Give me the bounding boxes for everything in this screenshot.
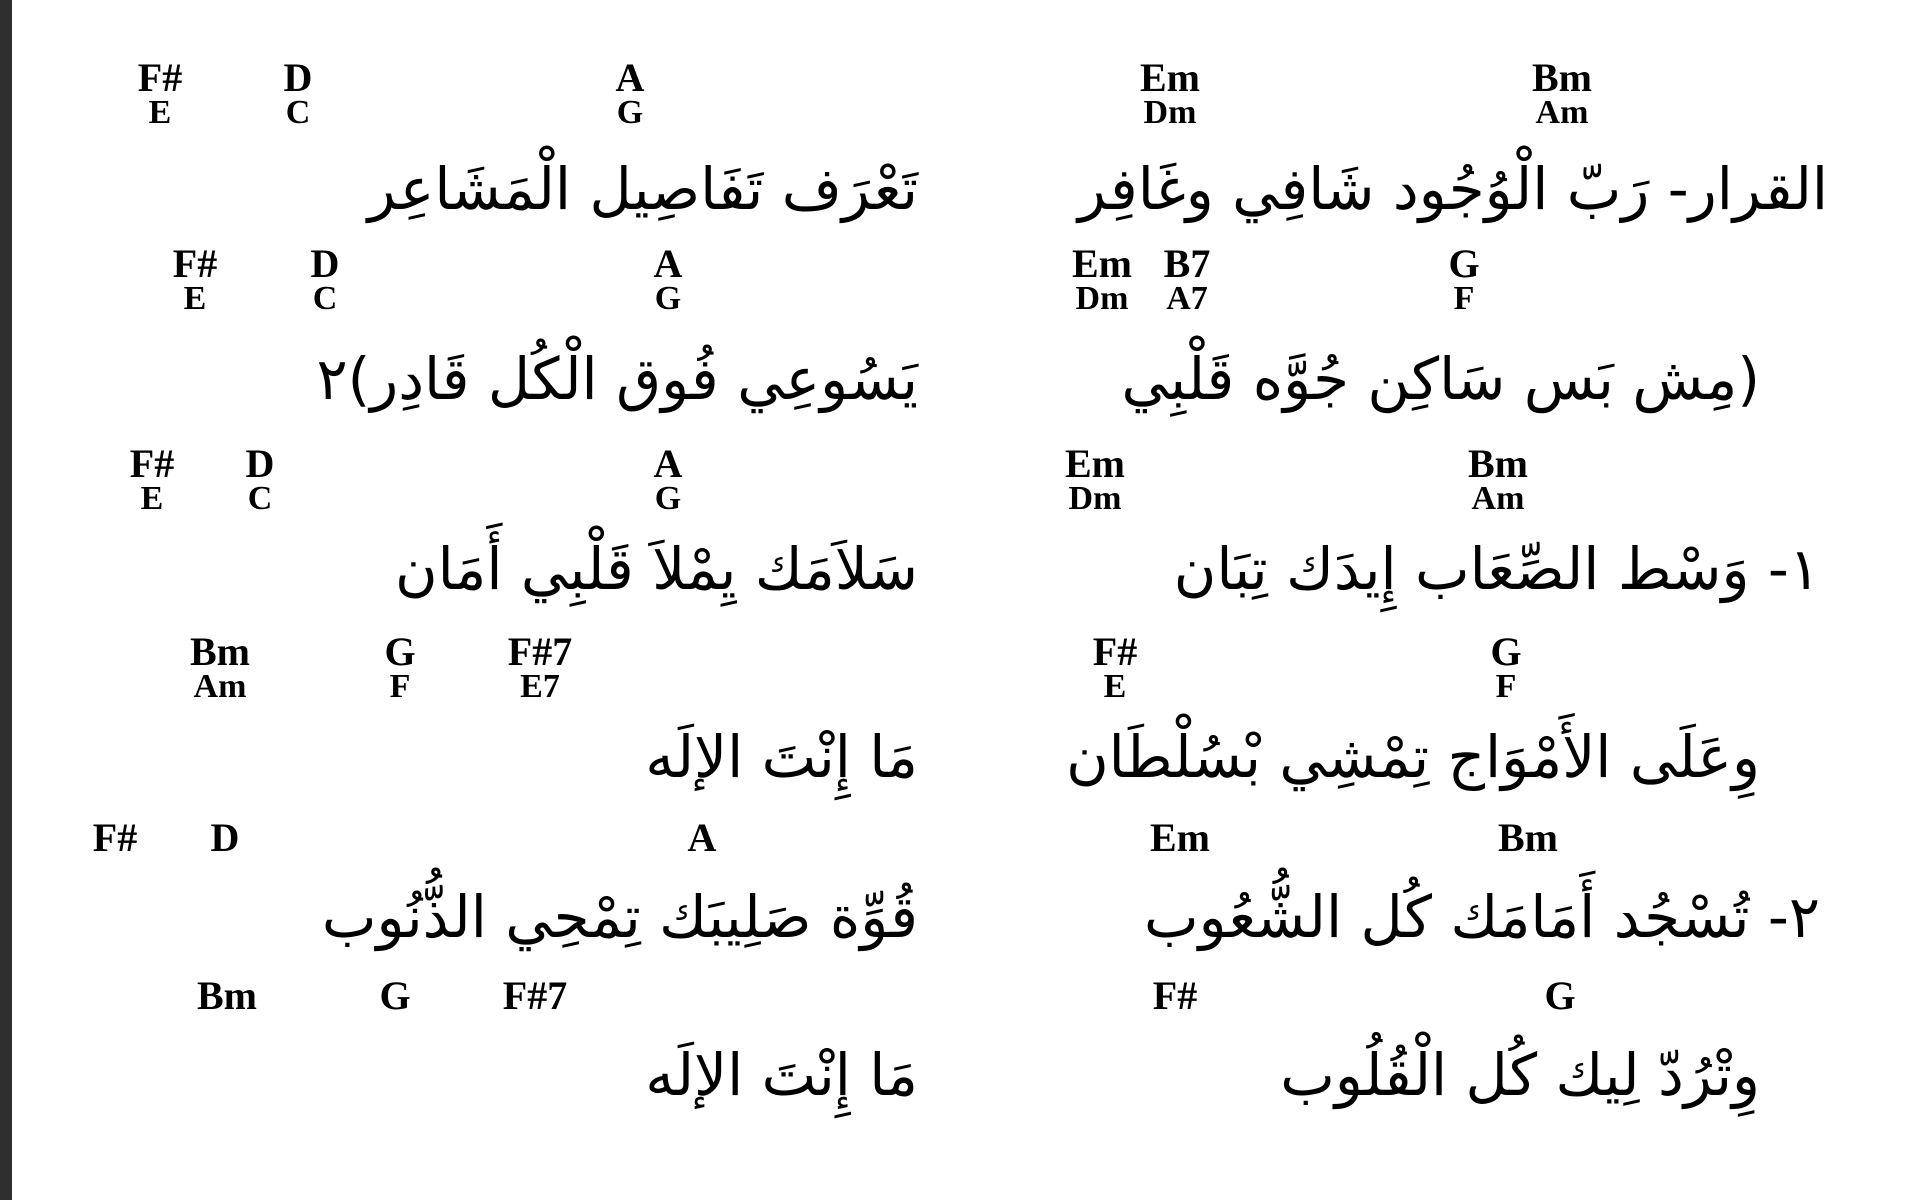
chord-r2-r3 xyxy=(1434,241,1494,317)
chord-bottom: Am xyxy=(1535,94,1589,131)
chord-r4-r2 xyxy=(1476,629,1536,705)
chord-top: G xyxy=(384,629,416,674)
lyric-line-r2-right: (مِش بَس سَاكِن جُوَّه قَلْبِي xyxy=(1121,345,1760,413)
chord-bottom: C xyxy=(285,94,311,131)
chord-r1-r1 xyxy=(1130,55,1210,131)
chord-r1-r2 xyxy=(1522,55,1602,131)
chord-r2-l2 xyxy=(295,241,355,317)
chord-r3-l2 xyxy=(230,441,290,517)
chord-top: F# xyxy=(172,241,218,286)
chord-top: Em xyxy=(1150,815,1210,860)
lyric-line-r3-left: سَلاَمَك يِمْلاَ قَلْبِي أَمَان xyxy=(395,535,918,603)
chord-r5-r1 xyxy=(1140,815,1220,860)
chord-bottom: Am xyxy=(1471,480,1525,517)
chord-top: A xyxy=(687,815,717,860)
chord-top: D xyxy=(245,441,275,486)
chord-r4-l2 xyxy=(370,629,430,705)
chord-bottom: Dm xyxy=(1068,480,1122,517)
chord-top: D xyxy=(283,55,313,100)
chord-r6-l1 xyxy=(192,973,262,1018)
chord-r5-r2 xyxy=(1488,815,1568,860)
chord-top: G xyxy=(379,973,411,1018)
chord-r1-l2 xyxy=(268,55,328,131)
chord-r3-r1 xyxy=(1055,441,1135,517)
chord-top: F# xyxy=(92,815,138,860)
chord-bottom: F xyxy=(1453,280,1475,317)
chord-top: B7 xyxy=(1163,241,1211,286)
chord-bottom: F xyxy=(1495,668,1517,705)
chord-r5-l2 xyxy=(195,815,255,860)
chord-bottom: Dm xyxy=(1143,94,1197,131)
chord-top: G xyxy=(1490,629,1522,674)
chord-r6-r2 xyxy=(1530,973,1590,1018)
chord-bottom: E xyxy=(1103,668,1127,705)
chord-bottom: G xyxy=(654,280,682,317)
chord-bottom: G xyxy=(616,94,644,131)
chord-top: Bm xyxy=(190,629,250,674)
chord-top: F# xyxy=(1152,973,1198,1018)
chord-bottom: E xyxy=(148,94,172,131)
chord-r1-l1 xyxy=(130,55,190,131)
lyric-line-r6-right: وِتْرُدّ لِيك كُل الْقُلُوب xyxy=(1280,1041,1760,1109)
chord-top: A xyxy=(653,441,683,486)
chord-r6-l3 xyxy=(495,973,575,1018)
chord-r2-r2 xyxy=(1147,241,1227,317)
chord-r3-r2 xyxy=(1458,441,1538,517)
lyric-line-r1-right: القرار- رَبّ الْوُجُود شَافِي وغَافِر xyxy=(1077,155,1828,223)
chord-top: Bm xyxy=(1498,815,1558,860)
lyric-line-r5-left: قُوِّة صَلِيبَك تِمْحِي الذُّنُوب xyxy=(321,883,918,951)
chord-r3-l3 xyxy=(638,441,698,517)
chord-r2-l1 xyxy=(165,241,225,317)
chord-top: F# xyxy=(129,441,175,486)
window-left-edge xyxy=(0,0,12,1200)
lyric-line-r3-right: ١- وَسْط الصِّعَاب إِيدَك تِبَان xyxy=(1173,535,1820,603)
chord-r4-r1 xyxy=(1085,629,1145,705)
lyric-line-r4-left: مَا إِنْتَ الإلَه xyxy=(645,723,918,791)
lyric-line-r6-left: مَا إِنْتَ الإلَه xyxy=(645,1041,918,1109)
chord-top: F#7 xyxy=(502,973,568,1018)
chord-r2-r1 xyxy=(1062,241,1142,317)
chord-bottom: C xyxy=(247,480,273,517)
chord-bottom: E7 xyxy=(520,668,560,705)
chord-bottom: C xyxy=(312,280,338,317)
chord-bottom: F xyxy=(389,668,411,705)
chord-top: F# xyxy=(137,55,183,100)
chord-r4-l1 xyxy=(185,629,255,705)
chord-r5-l3 xyxy=(672,815,732,860)
chord-r1-l3 xyxy=(600,55,660,131)
chord-bottom: Am xyxy=(193,668,247,705)
chord-bottom: E xyxy=(183,280,207,317)
chord-bottom: E xyxy=(140,480,164,517)
chord-r6-l2 xyxy=(365,973,425,1018)
chord-top: Em xyxy=(1072,241,1132,286)
chord-top: D xyxy=(210,815,240,860)
chord-top: Bm xyxy=(1468,441,1528,486)
chord-top: A xyxy=(653,241,683,286)
lyric-line-r5-right: ٢- تُسْجُد أَمَامَك كُل الشُّعُوب xyxy=(1143,883,1820,951)
chord-top: Bm xyxy=(197,973,257,1018)
chord-bottom: G xyxy=(654,480,682,517)
chord-r4-l3 xyxy=(500,629,580,705)
chord-r6-r1 xyxy=(1145,973,1205,1018)
chord-r2-l3 xyxy=(638,241,698,317)
chord-top: Em xyxy=(1065,441,1125,486)
chord-top: Bm xyxy=(1532,55,1592,100)
chord-top: D xyxy=(310,241,340,286)
lyric-line-r4-right: وِعَلَى الأَمْوَاج تِمْشِي بْسُلْطَان xyxy=(1066,723,1760,791)
chord-top: Em xyxy=(1140,55,1200,100)
chord-top: G xyxy=(1448,241,1480,286)
chord-top: F#7 xyxy=(507,629,573,674)
chord-r3-l1 xyxy=(122,441,182,517)
lyric-line-r2-left: يَسُوعِي فُوق الْكُل قَادِر)٢ xyxy=(316,345,918,413)
chord-r5-l1 xyxy=(85,815,145,860)
chord-bottom: Dm xyxy=(1075,280,1129,317)
chord-top: F# xyxy=(1092,629,1138,674)
lyric-line-r1-left: تَعْرَف تَفَاصِيل الْمَشَاعِر xyxy=(367,155,918,223)
chord-top: A xyxy=(615,55,645,100)
chord-top: G xyxy=(1544,973,1576,1018)
chord-bottom: A7 xyxy=(1166,280,1208,317)
